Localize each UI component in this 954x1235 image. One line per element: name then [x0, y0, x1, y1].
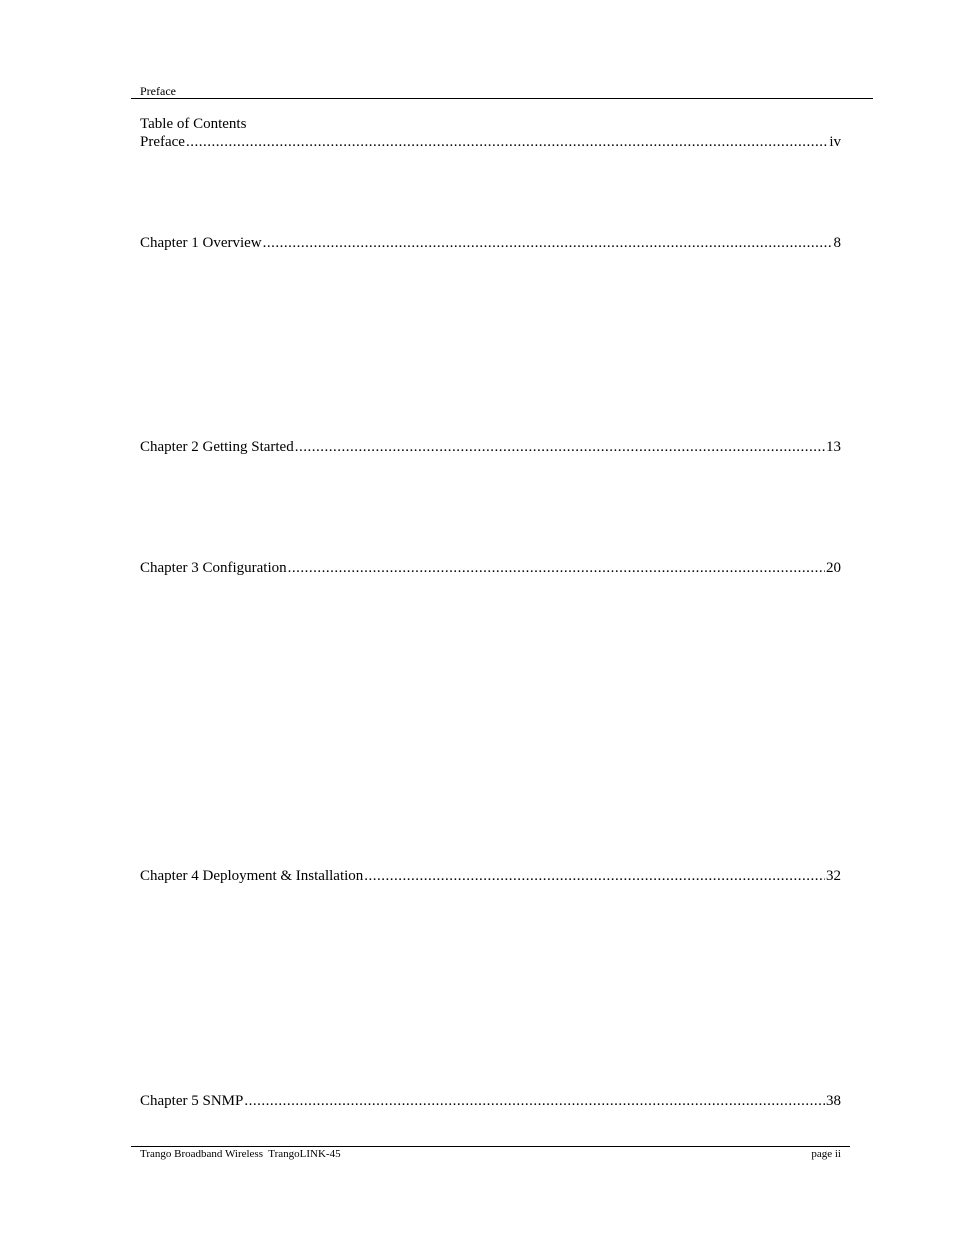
toc-entry-page: iv [829, 134, 841, 150]
toc-entry-chapter-5[interactable] [140, 1093, 841, 1110]
toc-entry-label: Chapter 1 Overview [140, 235, 262, 251]
toc-entry-label: Preface [140, 134, 185, 150]
toc-entry-page: 32 [826, 868, 841, 884]
toc-entry-page: 38 [826, 1093, 841, 1109]
toc-entry-label: Chapter 3 Configuration [140, 560, 287, 576]
toc-entry-chapter-1[interactable] [140, 235, 841, 252]
toc-entry-label: Chapter 2 Getting Started [140, 439, 294, 455]
toc-dot-leader [288, 560, 825, 577]
toc-dot-leader [186, 134, 828, 151]
toc-dot-leader [263, 235, 833, 252]
footer-product-name: Trango Broadband Wireless TrangoLINK-45 [140, 1148, 341, 1160]
toc-entry-page: 8 [833, 235, 841, 251]
toc-entry-chapter-3[interactable] [140, 560, 841, 577]
toc-entry-chapter-2[interactable] [140, 439, 841, 456]
footer-rule [131, 1146, 850, 1147]
toc-dot-leader [295, 439, 825, 456]
header-rule [131, 98, 873, 99]
toc-entry-chapter-4[interactable] [140, 868, 841, 885]
toc-entry-page: 20 [826, 560, 841, 576]
toc-entry-label: Chapter 4 Deployment & Installation [140, 868, 364, 884]
toc-entry-label: Chapter 5 SNMP [140, 1093, 244, 1109]
toc-dot-leader [244, 1093, 825, 1110]
footer-page-number: page ii [811, 1148, 841, 1160]
toc-dot-leader [364, 868, 825, 885]
toc-entry-page: 13 [826, 439, 841, 455]
toc-title: Table of Contents [140, 116, 247, 132]
running-header: Preface [140, 84, 176, 98]
toc-entry-preface[interactable] [140, 134, 841, 151]
